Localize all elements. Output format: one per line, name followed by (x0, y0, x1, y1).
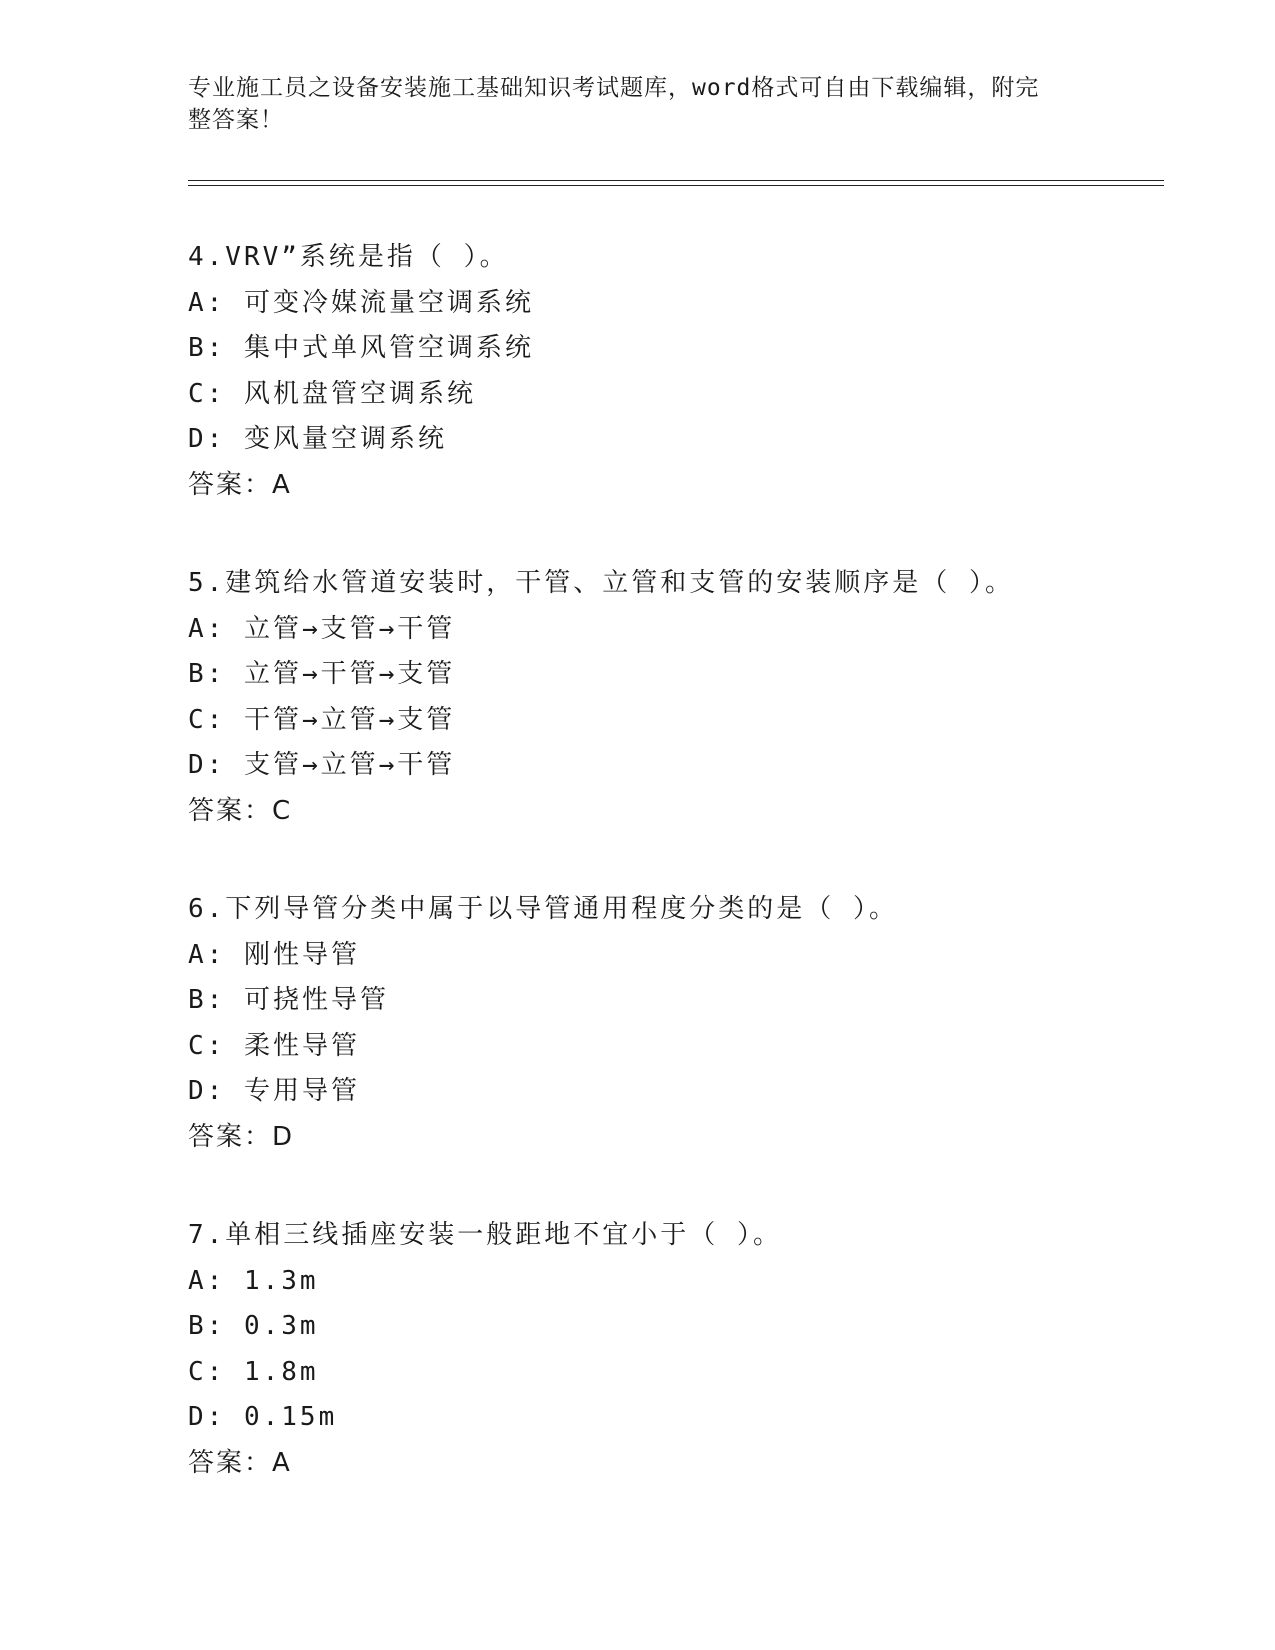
question-stem: 5.建筑给水管道安装时，干管、立管和支管的安装顺序是（ ）。 (188, 568, 1014, 598)
option-a: A: 1.3m (188, 1265, 319, 1296)
question-stem: 6.下列导管分类中属于以导管通用程度分类的是（ ）。 (188, 894, 898, 924)
header-divider-bottom (188, 185, 1164, 186)
answer-text: 答案：D (188, 1121, 295, 1152)
question-5 (188, 561, 1168, 834)
header-line-1: 专业施工员之设备安装施工基础知识考试题库，word格式可自由下载编辑，附完 (188, 75, 1040, 101)
option-c: C: 1.8m (188, 1356, 319, 1387)
option-b: B: 0.3m (188, 1311, 319, 1341)
answer-text: 答案：C (188, 795, 293, 826)
option-d: D: 支管→立管→干管 (188, 750, 456, 780)
option-d: D: 变风量空调系统 (188, 424, 447, 454)
question-6 (188, 887, 1168, 1160)
question-7 (188, 1213, 1168, 1486)
option-a: A: 可变冷媒流量空调系统 (188, 287, 534, 318)
answer-text: 答案：A (188, 469, 292, 500)
option-c: C: 柔性导管 (188, 1030, 360, 1061)
answer-text: 答案：A (188, 1447, 292, 1478)
question-stem: 7.单相三线插座安装一般距地不宜小于（ ）。 (188, 1220, 782, 1250)
question-4 (188, 235, 1168, 508)
option-b: B: 集中式单风管空调系统 (188, 333, 534, 363)
option-c: C: 风机盘管空调系统 (188, 378, 476, 409)
option-b: B: 立管→干管→支管 (188, 659, 456, 689)
option-b: B: 可挠性导管 (188, 985, 389, 1015)
question-stem: 4.VRV”系统是指（ ）。 (188, 242, 509, 272)
option-c: C: 干管→立管→支管 (188, 704, 456, 735)
question-list (188, 235, 1168, 1539)
option-d: D: 0.15m (188, 1402, 338, 1432)
option-a: A: 刚性导管 (188, 939, 360, 970)
option-d: D: 专用导管 (188, 1076, 360, 1106)
header-line-2: 整答案！ (188, 107, 284, 133)
document-header (188, 72, 1068, 136)
option-a: A: 立管→支管→干管 (188, 613, 456, 644)
header-divider-top (188, 180, 1164, 181)
